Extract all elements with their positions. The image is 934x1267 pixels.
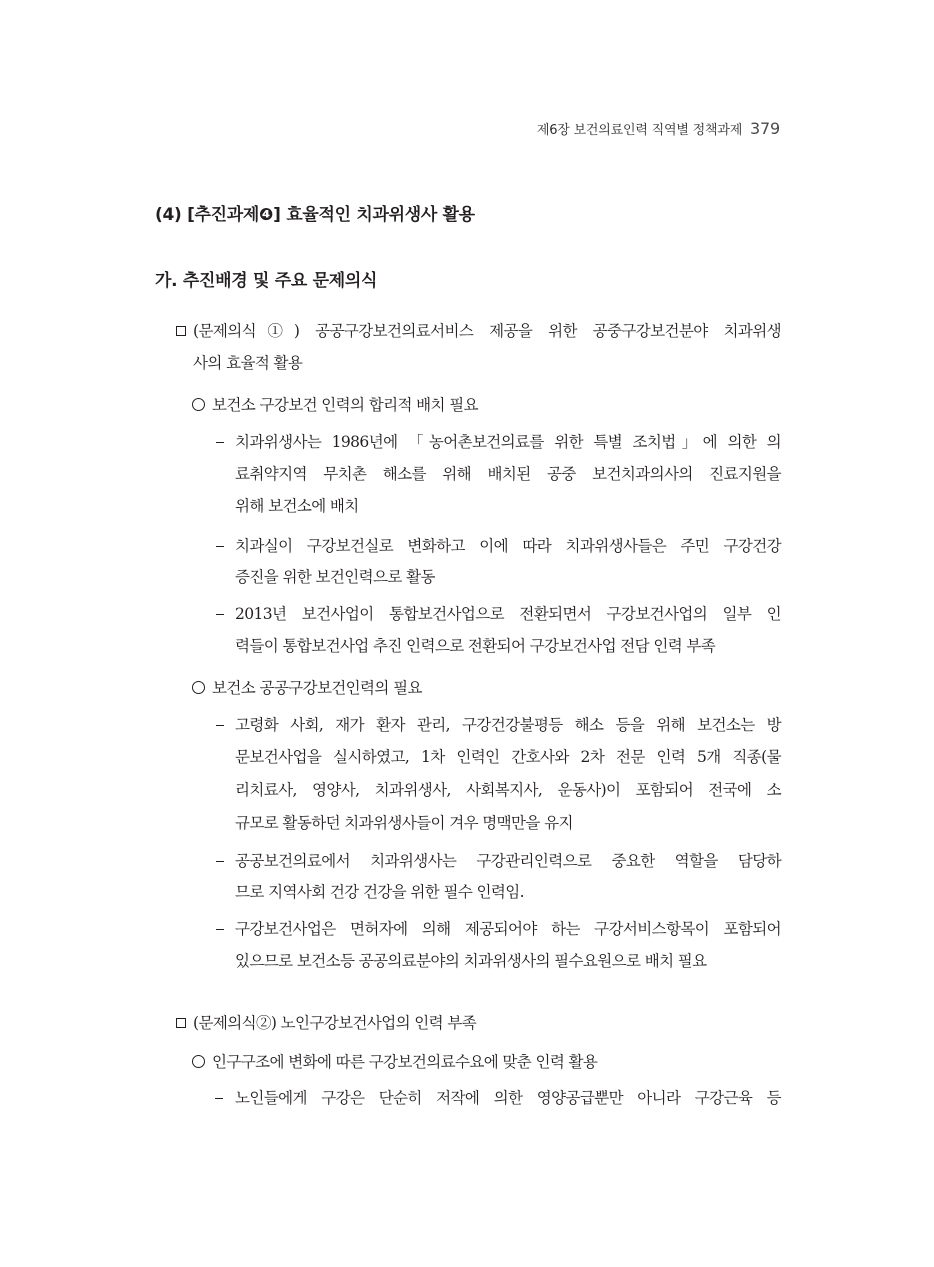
item-3-heading: 인구구조에 변화에 따른 구강보건의료수요에 맞춘 인력 활용 <box>212 1053 598 1071</box>
square-bullet-icon <box>176 326 186 336</box>
problem-1-line-2: 사의 효율적 활용 <box>193 354 303 372</box>
circle-bullet-icon <box>192 1055 205 1068</box>
section-title: (4) [추진과제❹] 효율적인 치과위생사 활용 <box>155 205 475 225</box>
dash-bullet-icon <box>216 442 224 443</box>
page-number: 379 <box>750 119 780 138</box>
item-2-bullet-1-line-2: 문보건사업을 실시하였고, 1차 인력인 간호사와 2차 전문 인력 5개 직종(물 <box>235 748 781 766</box>
subsection-title: 가. 추진배경 및 주요 문제의식 <box>155 271 378 291</box>
item-2-bullet-1-line-1: 고령화 사회, 재가 환자 관리, 구강건강불평등 해소 등을 위해 보건소는 방 <box>235 716 781 734</box>
item-2-bullet-1-line-4: 규모로 활동하던 치과위생사들이 겨우 명맥만을 유지 <box>235 814 573 832</box>
item-2-heading: 보건소 공공구강보건인력의 필요 <box>212 679 422 697</box>
item-2-bullet-1-line-3: 리치료사, 영양사, 치과위생사, 사회복지사, 운동사)이 포함되어 전국에 소 <box>235 781 781 799</box>
chapter-title: 제6장 보건의료인력 직역별 정책과제 <box>536 123 743 138</box>
dash-bullet-icon <box>216 546 224 547</box>
dash-bullet-icon <box>216 929 224 930</box>
item-1-bullet-1-line-2: 료취약지역 무치촌 해소를 위해 배치된 공중 보건치과의사의 진료지원을 <box>235 465 781 483</box>
item-2-bullet-2-line-2: 므로 지역사회 건강 건강을 위한 필수 인력임. <box>235 883 525 901</box>
item-1-heading: 보건소 구강보건 인력의 합리적 배치 필요 <box>212 396 478 414</box>
dash-bullet-icon <box>215 1098 223 1099</box>
item-1-bullet-3-line-2: 력들이 통합보건사업 추진 인력으로 전환되어 구강보건사업 전담 인력 부족 <box>235 637 716 655</box>
dash-bullet-icon <box>216 725 224 726</box>
square-bullet-icon <box>176 1018 186 1028</box>
circle-bullet-icon <box>192 398 205 411</box>
problem-1-line-1: (문제의식①) 공공구강보건의료서비스 제공을 위한 공중구강보건분야 치과위생 <box>193 322 781 340</box>
item-1-bullet-2-line-1: 치과실이 구강보건실로 변화하고 이에 따라 치과위생사들은 주민 구강건강 <box>235 537 781 555</box>
running-header <box>537 119 780 138</box>
dash-bullet-icon <box>216 614 224 615</box>
dash-bullet-icon <box>216 861 224 862</box>
item-1-bullet-1-line-3: 위해 보건소에 배치 <box>235 497 359 515</box>
circle-bullet-icon <box>192 681 205 694</box>
item-2-bullet-3-line-1: 구강보건사업은 면허자에 의해 제공되어야 하는 구강서비스항목이 포함되어 <box>235 920 781 938</box>
item-1-bullet-3-line-1: 2013년 보건사업이 통합보건사업으로 전환되면서 구강보건사업의 일부 인 <box>235 605 781 623</box>
item-1-bullet-2-line-2: 증진을 위한 보건인력으로 활동 <box>235 568 435 586</box>
item-3-bullet-1-line-1: 노인들에게 구강은 단순히 저작에 의한 영양공급뿐만 아니라 구강근육 등 <box>235 1089 781 1107</box>
problem-2-line-1: (문제의식②) 노인구강보건사업의 인력 부족 <box>193 1014 477 1032</box>
item-2-bullet-2-line-1: 공공보건의료에서 치과위생사는 구강관리인력으로 중요한 역할을 담당하 <box>235 852 781 870</box>
item-1-bullet-1-line-1: 치과위생사는 1986년에 「농어촌보건의료를 위한 특별 조치법」에 의한 의 <box>235 433 781 451</box>
item-2-bullet-3-line-2: 있으므로 보건소등 공공의료분야의 치과위생사의 필수요원으로 배치 필요 <box>235 952 707 970</box>
